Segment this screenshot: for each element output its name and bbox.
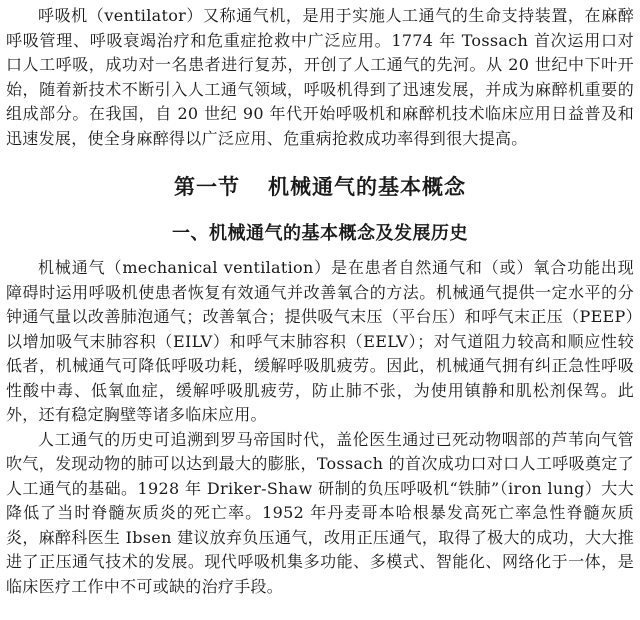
section-title: 机械通气的基本概念 <box>268 175 466 199</box>
section-number: 第一节 <box>174 175 240 199</box>
intro-paragraph: 呼吸机（ventilator）又称通气机，是用于实施人工通气的生命支持装置，在麻醉呼吸管理、呼吸衰竭治疗和危重症抢救中广泛应用。1774 年 Tossach 首次运用口对口人工呼吸，成功对一名患者进行复苏，开创了人工通气的先河。从 20 世纪中下叶开始，随着新技术不断引入人工通气领域，呼吸机得到了迅速发展，并成为麻醉机重要的组成部分。在我国，自 20 世纪 90 年代开始呼吸机和麻醉机技术临床应用日益普及和迅速发展，使全身麻醉得以广泛应用、危重病抢救成功率得到很大提高。 <box>6 6 634 148</box>
body-paragraph-definition: 机械通气（mechanical ventilation）是在患者自然通气和（或）氧合功能出现障碍时运用呼吸机使患者恢复有效通气并改善氧合的方法。机械通气提供一定水平的分钟通气量以改善肺泡通气；改善氧合；提供吸气末压（平台压）和呼气末正压（PEEP）以增加吸气末肺容积（EILV）和呼气末肺容积（EELV）；对气道阻力较高和顺应性较低者，机械通气可降低呼吸功耗，缓解呼吸肌疲劳。因此，机械通气拥有纠正急性呼吸性酸中毒、低氧血症，缓解呼吸肌疲劳，防止肺不张，为使用镇静和肌松剂保驾。此外，还有稳定胸壁等诸多临床应用。 <box>6 258 634 424</box>
section-heading <box>6 173 634 201</box>
subsection-heading: 一、机械通气的基本概念及发展历史 <box>172 223 468 244</box>
body-paragraph-history: 人工通气的历史可追溯到罗马帝国时代，盖伦医生通过已死动物咽部的芦苇向气管吹气，发现动物的肺可以达到最大的膨胀，Tossach 的首次成功口对口人工呼吸奠定了人工通气的基础。1928 年 Driker-Shaw 研制的负压呼吸机“铁肺”（iron lung）大大降低了当时脊髓灰质炎的死亡率。1952 年丹麦哥本哈根暴发高死亡率急性脊髓灰质炎，麻醉科医生 Ibsen 建议放弃负压通气，改用正压通气，取得了极大的成功，大大推进了正压通气技术的发展。现代呼吸机集多功能、多模式、智能化、网络化于一体，是临床医疗工作中不可或缺的治疗手段。 <box>6 429 634 596</box>
